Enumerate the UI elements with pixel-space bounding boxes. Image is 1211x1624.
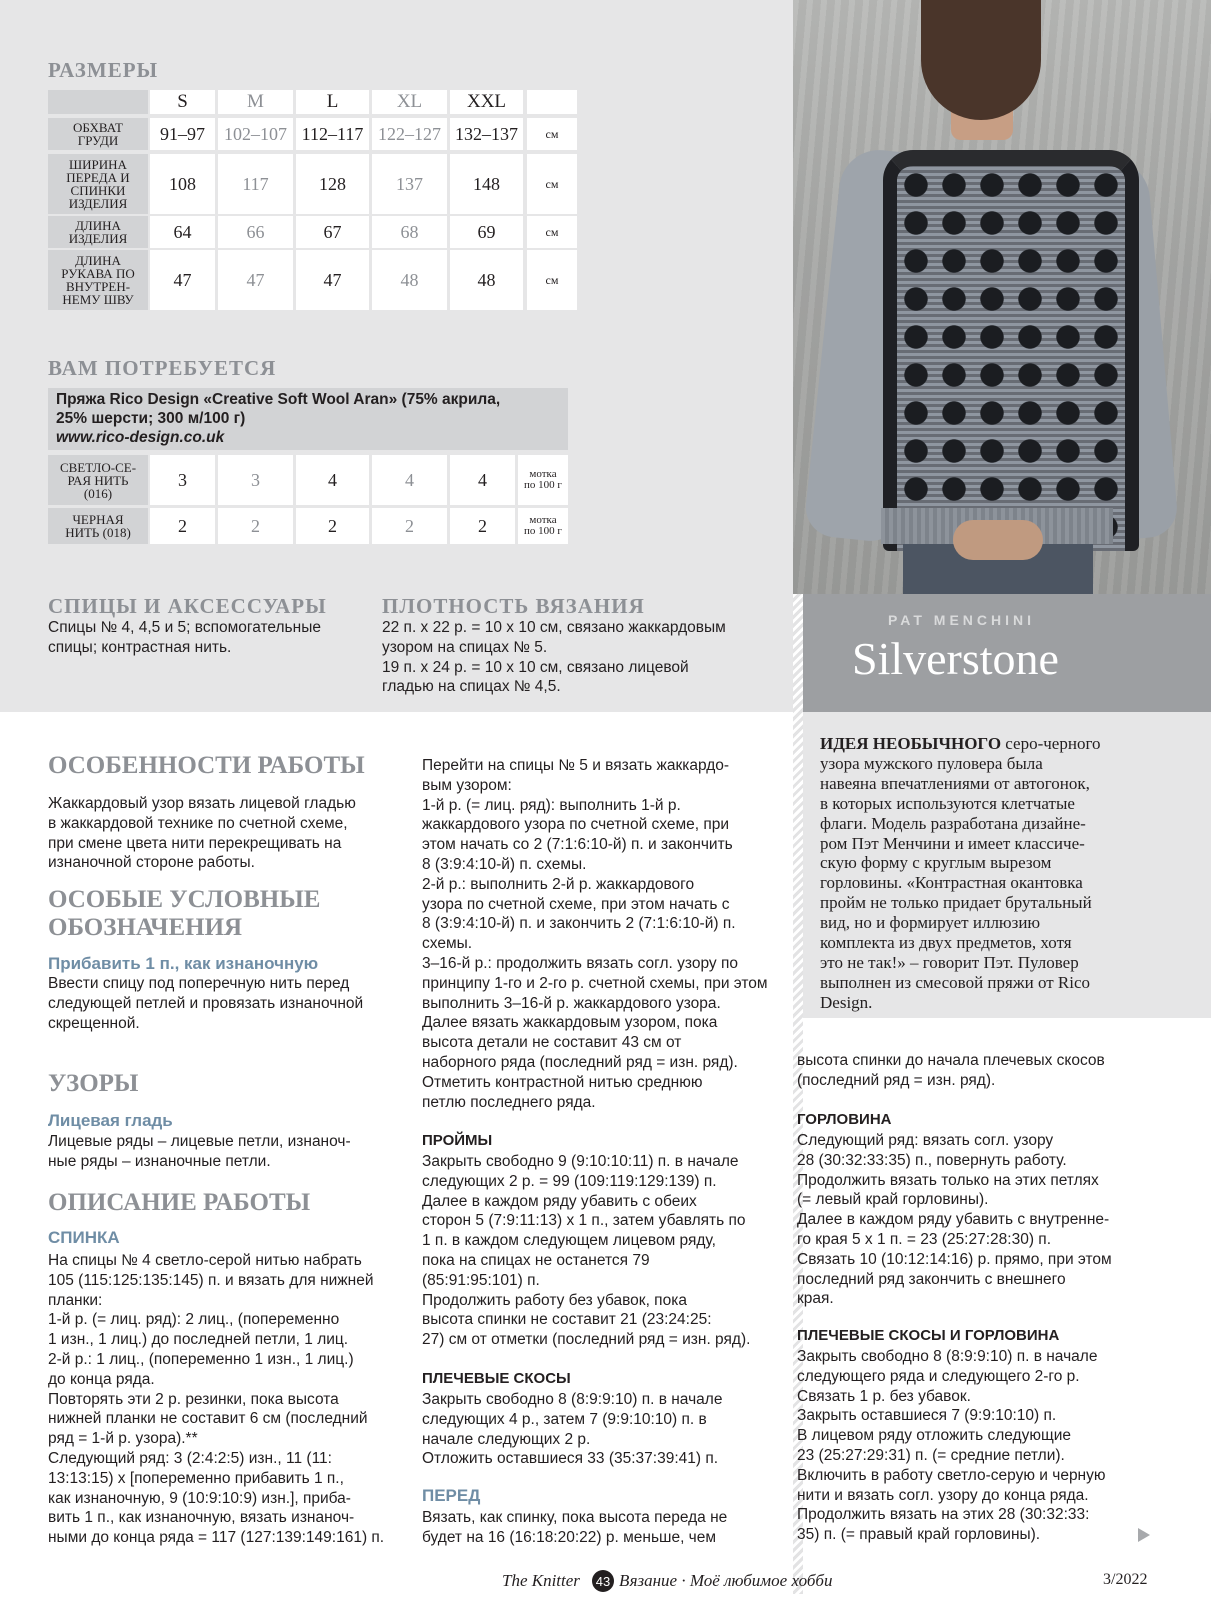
symbols-title: ОСОБЫЕ УСЛОВНЫЕ ОБОЗНАЧЕНИЯ: [48, 886, 321, 941]
sizes-cell: 64: [150, 216, 215, 248]
yarn-url: www.rico-design.co.uk: [56, 429, 225, 446]
stockinette-title: Лицевая гладь: [48, 1111, 173, 1130]
yarn-cell: 2: [450, 508, 515, 544]
desc-title: ОПИСАНИЕ РАБОТЫ: [48, 1189, 311, 1216]
next-page-arrow-icon: [1138, 1528, 1150, 1542]
model-hair: [921, 0, 1041, 120]
sizes-unit: см: [527, 118, 577, 150]
needles-title: СПИЦЫ И АКСЕССУАРЫ: [48, 594, 327, 618]
sizes-row-label: ОБХВАТ ГРУДИ: [48, 118, 148, 150]
page-number: 43: [592, 1570, 614, 1592]
needs-title: ВАМ ПОТРЕБУЕТСЯ: [48, 356, 277, 380]
hero-photo: [793, 0, 1211, 594]
sizes-cell: 108: [150, 154, 215, 214]
yarn-cell: 4: [372, 455, 447, 505]
intro-lead: ИДЕЯ НЕОБЫЧНОГО: [820, 734, 1002, 753]
sizes-unit: см: [527, 154, 577, 214]
gauge-title: ПЛОТНОСТЬ ВЯЗАНИЯ: [382, 594, 645, 618]
size-header-s: S: [150, 90, 215, 114]
yarn-cell: 2: [218, 508, 293, 544]
sizes-row-label: ШИРИНА ПЕРЕДА И СПИНКИ ИЗДЕЛИЯ: [48, 154, 148, 214]
sizes-cell: 148: [450, 154, 523, 214]
yarn-unit: мотка по 100 г: [518, 455, 568, 505]
footer-magazine: The Knitter: [502, 1571, 580, 1590]
sizes-row-label: ДЛИНА ИЗДЕЛИЯ: [48, 216, 148, 248]
yarn-header: [48, 388, 568, 450]
size-header-xxl: XXL: [450, 90, 523, 114]
front-title: ПЕРЕД: [422, 1486, 481, 1505]
sweater-body-jacquard: [883, 150, 1139, 551]
sizes-cell: 48: [450, 250, 523, 310]
features-text: Жаккардовый узор вязать лицевой гладью в жаккардовой технике по счетной схеме, при смене цвета нити перекрещивать на изнаночной стороне работы.: [48, 795, 356, 872]
sizes-title: РАЗМЕРЫ: [48, 58, 159, 82]
yarn-row-label: СВЕТЛО-СЕ- РАЯ НИТЬ (016): [48, 455, 148, 505]
yarn-unit: мотка по 100 г: [518, 508, 568, 544]
shoulders-title: ПЛЕЧЕВЫЕ СКОСЫ: [422, 1370, 571, 1387]
sizes-cell: 128: [296, 154, 369, 214]
neck-title: ГОРЛОВИНА: [797, 1111, 892, 1128]
back-title: СПИНКА: [48, 1228, 120, 1247]
jacquard-text: Перейти на спицы № 5 и вязать жаккардо- вым узором: 1-й р. (= лиц. ряд): выполнить 1-й р. жаккардового узора по счетной схеме, при этом начать со 2 (7:1:6:10-й) п. и закончить 8 (3:9:4:10-й) п. схемы. 2-й р.: выполнить 2-й р. жаккардового узора по счетной схеме, при этом начать с 8 (3:9:4:10-й) п. и закончить 2 (7:1:6:10-й) п. схемы. 3–16-й р.: продолжить вязать согл. узору по принципу 1-го и 2-го р. счетной схемы, при этом выполнить 3–16-й р. жаккардового узора. Далее вязать жаккардовым узором, пока высота детали не составит 43 см от наборного ряда (последний ряд = изн. ряд). Отметить контрастной нитью среднюю петлю последнего ряда.: [422, 757, 768, 1111]
inc-text: Ввести спицу под поперечную нить перед следующей петлей и провязать изнаночной скрещенной.: [48, 975, 364, 1032]
shoulders-text: Закрыть свободно 8 (8:9:9:10) п. в начале следующих 4 р., затем 7 (9:9:10:10) п. в начале следующих 2 р. Отложить оставшиеся 33 (35:37:39:41) п.: [422, 1391, 723, 1468]
front-text: Вязать, как спинку, пока высота переда не будет на 16 (16:18:20:22) р. меньше, чем: [422, 1509, 728, 1546]
sizes-cell: 91–97: [150, 118, 215, 150]
sizes-cell: 66: [218, 216, 293, 248]
sizes-cell: 68: [372, 216, 447, 248]
model-hands: [953, 520, 1043, 560]
sizes-unit: см: [527, 216, 577, 248]
size-header-m: M: [218, 90, 293, 114]
footer-issue: 3/2022: [1103, 1571, 1148, 1588]
patterns-title: УЗОРЫ: [48, 1070, 139, 1097]
sizes-cell: 69: [450, 216, 523, 248]
sizes-cell: 117: [218, 154, 293, 214]
sizes-cell: 48: [372, 250, 447, 310]
sizes-row-label: ДЛИНА РУКАВА ПО ВНУТРЕН- НЕМУ ШВУ: [48, 250, 148, 310]
stockinette-text: Лицевые ряды – лицевые петли, изнаноч- ные ряды – изнаночные петли.: [48, 1133, 351, 1170]
needles-text: Спицы № 4, 4,5 и 5; вспомогательные спицы; контрастная нить.: [48, 619, 321, 656]
pattern-title: Silverstone: [852, 633, 1059, 684]
yarn-cell: 4: [450, 455, 515, 505]
features-title: ОСОБЕННОСТИ РАБОТЫ: [48, 752, 365, 779]
yarn-cell: 3: [150, 455, 215, 505]
shneck-text: Закрыть свободно 8 (8:9:9:10) п. в начале следующего ряда и следующего 2-го р. Связать 1 р. без убавок. Закрыть оставшиеся 7 (9:9:10:10) п. В лицевом ряду отложить следующие 23 (25:27:29:31) п. (= средние петли). Включить в работу светло-серую и черную нити и вязать согл. узору до конца ряда. Продолжить вязать на этих 28 (30:32:33: 35) п. (= правый край горловины).: [797, 1348, 1106, 1544]
yarn-row-label: ЧЕРНАЯ НИТЬ (018): [48, 508, 148, 544]
gauge-text: 22 п. х 22 р. = 10 х 10 см, связано жаккардовым узором на спицах № 5. 19 п. х 24 р. = 10 х 10 см, связано лицевой гладью на спицах № 4,5.: [382, 619, 726, 696]
sizes-unit: см: [527, 250, 577, 310]
sizes-cell: 132–137: [450, 118, 523, 150]
shneck-title: ПЛЕЧЕВЫЕ СКОСЫ И ГОРЛОВИНА: [797, 1327, 1060, 1344]
armholes-title: ПРОЙМЫ: [422, 1132, 493, 1149]
back-text: На спицы № 4 светло-серой нитью набрать 105 (115:125:135:145) п. и вязать для нижней планки: 1-й р. (= лиц. ряд): 2 лиц., (попеременно 1 изн., 1 лиц.) до последней петли, 1 лиц. 2-й р.: 1 лиц., (попеременно 1 изн., 1 лиц.) до конца ряда. Повторять эти 2 р. резинки, пока высота нижней планки не составит 6 см (последний ряд = 1-й р. узора).** Следующий ряд: 3 (2:4:2:5) изн., 11 (11: 13:13:15) х [попеременно прибавить 1 п., как изнаночную, 9 (10:9:10:9) изн.], приба- вить 1 п., как изнаночную, вязать изнаноч- ными до конца ряда = 117 (127:139:149:161) п.: [48, 1252, 385, 1547]
yarn-cell: 2: [296, 508, 369, 544]
sizes-header-unit-empty: [527, 90, 577, 114]
intro-body: серо-черного узора мужского пуловера была навеяна впечатлениями от автогонок, в которых используются клетчатые флаги. Модель разработана дизайне- ром Пэт Менчини и имеет классиче- скую форму с круглым вырезом горловины. «Контрастная окантовка пройм не только придает брутальный вид, но и формирует иллюзию комплекта из двух предметов, хотя это не так!» – говорит Пэт. Пуловер выполнен из смесовой пряжи от Rico Design.: [820, 734, 1101, 1012]
yarn-line-2: 25% шерсти; 300 м/100 г): [56, 410, 246, 427]
yarn-cell: 2: [372, 508, 447, 544]
sizes-cell: 137: [372, 154, 447, 214]
sizes-cell: 47: [296, 250, 369, 310]
sizes-cell: 102–107: [218, 118, 293, 150]
sizes-cell: 112–117: [296, 118, 369, 150]
designer-name: PAT MENCHINI: [888, 612, 1036, 628]
neck-text: Следующий ряд: вязать согл. узору 28 (30:32:33:35) п., повернуть работу. Продолжить вязать только на этих петлях (= левый край горловины). Далее в каждом ряду убавить с внутренне- го края 5 х 1 п. = 23 (25:27:28:30) п. Связать 10 (10:12:14:16) р. прямо, при этом последний ряд закончить с внешнего края.: [797, 1132, 1112, 1308]
size-header-l: L: [296, 90, 369, 114]
front-cont-text: высота спинки до начала плечевых скосов (последний ряд = изн. ряд).: [797, 1052, 1105, 1089]
yarn-cell: 4: [296, 455, 369, 505]
inc-title: Прибавить 1 п., как изнаночную: [48, 954, 319, 973]
armholes-text: Закрыть свободно 9 (9:10:10:11) п. в начале следующих 2 р. = 99 (109:119:129:139) п. Далее в каждом ряду убавить с обеих сторон 5 (7:9:11:13) х 1 п., затем убавлять по 1 п. в каждом следующем лицевом ряду, пока на спицах не останется 79 (85:91:95:101) п. Продолжить работу без убавок, пока высота спинки не составит 21 (23:24:25: 27) см от отметки (последний ряд = изн. ряд).: [422, 1153, 751, 1349]
size-header-xl: XL: [372, 90, 447, 114]
sizes-cell: 47: [150, 250, 215, 310]
sizes-cell: 122–127: [372, 118, 447, 150]
yarn-line-1: Пряжа Rico Design «Creative Soft Wool Aran» (75% акрила,: [56, 391, 501, 408]
intro-text: [820, 734, 1170, 1013]
sizes-cell: 47: [218, 250, 293, 310]
footer-subtitle: Вязание · Моё любимое хобби: [619, 1571, 833, 1590]
sizes-header-empty: [48, 90, 148, 114]
yarn-cell: 2: [150, 508, 215, 544]
sizes-cell: 67: [296, 216, 369, 248]
yarn-cell: 3: [218, 455, 293, 505]
